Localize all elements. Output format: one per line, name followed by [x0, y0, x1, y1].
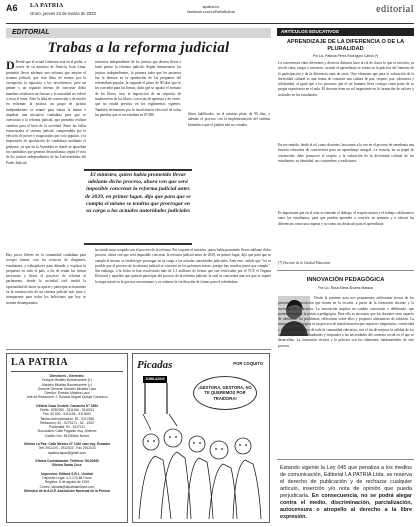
legal-notice-text: Estando vigente la Ley 045 que penaliza a los medios de comunicación, Editorial LA PATRIA Ltda. se reserva el derecho de publicación y de rechazar cualquier artículo, inserción y/o nota de opinión que pueda perjudicarla.: [280, 465, 412, 499]
header-date: Oruro, jueves 23 de marzo de 2023: [30, 11, 96, 16]
innovation-text: Desde la presente nota nos proponemos reflexionar acerca de los procesos de innovación que tienen en la escuela, a partir de la formación docente y la investigación educativa. La innovación implica un cambio consciente y deliberado, que pretende mejorar la práctica pedagógica. Para ello es necesario que los docentes sean capaces de identificar los problemas, reflexionar sobre ellos y proponer alternativas de solución. La innovación pedagógica es un proceso de transformación que requiere compromiso, creatividad y trabajo colaborativo de toda la comunidad educativa, con el fin de mejorar la calidad de los aprendizajes de los estudiantes y responder a las necesidades del contexto social en el que se desarrollan. La formación técnica y la práctica son los elementos fundamentales de este proceso.: [278, 296, 414, 348]
masthead-line: Depósito Legal: 4-3-170-88 Oruro: [42, 476, 92, 480]
editorial-column-1: [6, 60, 86, 250]
header-contact-line-2: facebook.com/LaPatriaBolivia: [187, 10, 235, 14]
article-author: Por Lic. Patricia Pérez Rodríguez Carlos (*): [312, 54, 379, 58]
masthead-logo: LA PATRIA: [11, 357, 69, 368]
editorial-column-1-text: Desde que el actual Gobierno está en el poder, a través de su ministro de Justicia, Iván Lima, prometió llevar adelante una reforma que mejore el sistema judicial, que está lleno de manos por la corrupción, la injusticia y los favoritismos, pero un primer y un segundo intento de concretar dicho mandato resultaron un fracaso y la autoridad no volvió a tocar el tema. Ante la falta de concreción y de interés en reformar: la justicia, un grupo de juristas independientes se reunió para tomar la batuta e impulsar una iniciativa ciudadana para que se convocara a la reforma judicial, que prometía realizar cambios para el bien de la sociedad. Entre las fallas estructurales el sistema judicial, comprendido por la elección de jueces y magistrados por voto popular, y la imposición de aprobación de candidatos mediante el gobierno, ya que en la Asamblea es donde se aprueban los candidatos que generan desconfianza, según el voto de los juristas independientes de las Universidades del Poder Judicial.: [6, 60, 86, 165]
editorial-column-2a: iniciativa independiente de los juristas que deseen llevar a buen puerto la reforma judicial. Según denunciaron los juristas independientes, la primera traba que les pusieron fue la demora en la aprobación de las preguntas del referéndum popular, la segunda el plazo de 90 días que se les concedió para las firmas, dado que se aprobó el formato de los libros; otra, la imposición de un requisito de notarización de los libros, con actas de apertura y de cierre, que no estaba previsto en los reglamentos vigentes. También reclamaron por la insuficiencia electoral de todas las partidas que se necesitaban en 87.000: [95, 60, 181, 117]
section-title: editorial: [376, 4, 414, 15]
masthead-line: Redacción: 52 - 5275171 - 52 - 1003: [40, 420, 94, 425]
pull-quote: El ministro, quien había prometido llevar adelante dicho proceso, ahora ven que será imposible concretar la reforma judicial antes de 2029, en primer lugar, dijo que para que se cumpla el mismo se tendría que prorrogar en su cargo a las actuales autoridades judiciales: [85, 172, 191, 215]
masthead-line: Correo: lapatria@lapatriaenlinea.com: [39, 484, 95, 489]
speech-text: ¡GESTORA, GESTORA, NO TE QUEREMOS POR TRAIDORA!: [198, 384, 252, 401]
editorial-tag: EDITORIAL: [6, 28, 271, 38]
masthead-line: Director: Ernesto Miralles Lazo: [44, 391, 90, 395]
editorial-column-3a: [195, 172, 271, 242]
header-rule: [6, 23, 414, 24]
masthead-line: Publicidad: 52 - 5117211: [49, 425, 85, 429]
masthead-box: [6, 353, 128, 523]
header-logo: LA PATRIA: [30, 3, 64, 9]
masthead-line: Oficina Casa Central: Camacho N° 1892: [36, 403, 98, 408]
masthead-rule: [11, 371, 123, 372]
innovation-author: Por Lic. Rosa Elena Álvarez Maraza: [318, 286, 373, 290]
masthead-line: Gerente General: Marcelo Miralles Lazo: [37, 386, 97, 391]
article-paragraph-2: En ese sentido, desde el rol como docentes, buscamos a la vez en el proceso de enseñanza una función educativa de convivencia para un aprendizaje integral. La escuela, en su papel de orientación, debe promover el respeto y la valoración de la diversidad cultural de los estudiantes, su identidad, sus costumbres y tradiciones.: [278, 143, 414, 163]
article-paragraph-3: Es importante que en el aula se fomente el diálogo, el respeto mutuo y el trabajo colaborativo entre los estudiantes, para que puedan aprender a convivir en armonía y a valorar las diferencias como una riqueza y no como un obstáculo para el aprendizaje.: [278, 211, 414, 226]
masthead-line: Fax: 52 500 - 5111166 - 5113000: [43, 412, 91, 417]
header-contact: [176, 5, 246, 15]
masthead-line: Oficina Cochabamba: Teléfono 76130490: [35, 459, 99, 463]
editorial-column-3: ha estado muy ocupado con el proceso de la reforma. Por su parte el ministro, quien había prometido llevar adelante dicho proceso, ahora ven que será imposible concretar la reforma judicial antes de 2029, en primer lugar, dijo que para que se cumpla el mismo se tendría que prorrogar en su cargo a las actuales autoridades judiciales. Ante esto, señaló que "no es posible que el proceso de la reforma judicial se concrete en los próximos meses, porque hay muchos pasos que cumplir". Sin embargo, a la fecha se han recolectado más de 1,3 millones de firmas que son verificadas por el TCP, el Órgano Electoral y aquellos que quieran participar del proceso de la reforma judicial, la cual se concretará una vez que se supere la etapa actual en la que nos encontramos y se culmine la verificación de firmas para el referéndum.: [95, 248, 271, 284]
educational-articles-tag: ARTÍCULOS EDUCATIVOS: [277, 28, 414, 36]
header-contact-line-1: lapatria.bo: [202, 5, 220, 9]
right-divider-1: [277, 270, 414, 271]
quote-rule-top: [84, 169, 192, 171]
page-header: [6, 2, 414, 24]
masthead-line: Impresión: Editora S.R.L. Unidad: [41, 471, 93, 476]
masthead-line: Registro: 8 de agosto de 1919: [44, 480, 90, 485]
quote-rule-bottom: [84, 243, 192, 245]
masthead-line: Teléfs.: 5250780 - 5111166 - 5118211: [39, 408, 95, 412]
page-number: A6: [6, 3, 18, 13]
cartoon-label: JUBILADOS: [143, 376, 167, 383]
masthead-line: Oficina La Paz: Calle México N° 1420 casi esq. Ecuador: [23, 442, 111, 446]
editorial-column-2b: libros habilitados, en el mínimo plazo de 90 días, y además el proceso con la implementación del sistema biométrico que el padrón aún no contaba.: [188, 112, 270, 127]
article-paragraph-1: La convivencia entre diferentes y diversos distintos hace al rol de clases lo que se necesita, ya sea de clase, rasgos o intereses, cuando el aprendizaje se centra en la práctica del fomento de la participación y de la diferencia unas de otras. Otro elemento que para la valoración de la diversidad cultural es una forma de construir una cultura de paz, respeto, paz, tolerancia y solidaridad, al igual que a los procesos que el ser humano lleva consigo como parte de su propia experiencia en el aula. El docente tiene un rol importante en la formación de valores y actitudes en los estudiantes.: [278, 61, 414, 97]
masthead-line: Telefax Administración: 52 - 5117388: [40, 416, 94, 421]
masthead-line: lapatria.lapaz@gmail.com: [48, 450, 86, 455]
masthead-line: Sucursales: Calle Pagador esq. Jiménez: [37, 429, 97, 434]
masthead-line: Directores - Gerentes:: [49, 374, 85, 378]
masthead-line: Enrique Miralles Bonnecarrère (†): [42, 378, 92, 383]
masthead-info: [11, 374, 123, 493]
right-divider-2: [277, 459, 414, 460]
drop-cap: D: [6, 60, 15, 72]
article-footnote: (*) Docente de la Unidad Educativa: [278, 261, 331, 265]
legal-notice-bold: En consecuencia, no se podrá alegar contra el medio, discriminación, parcialización, autocensura o atropello al derecho a la libre expresión.: [280, 493, 413, 520]
masthead-line: Casilla: Nro. 48 Edificio Nuevo: [44, 433, 90, 438]
legal-notice: [280, 465, 412, 521]
innovation-title: INNOVACIÓN PEDAGÓGICA: [306, 277, 385, 283]
masthead-line: Miembro de la A.N.P. Asociación Nacional de la Prensa: [24, 488, 110, 493]
masthead-line: Oficina Santa Cruz:: [51, 463, 83, 468]
article-title: APRENDIZAJE DE LA DIFERENCIA O DE LA PLURALIDAD: [286, 39, 405, 52]
cartoon-box: [132, 353, 270, 523]
cartoon-byline: POR COQUITO: [233, 361, 263, 366]
editorial-column-1b: Hay pocos líderes en la comunidad ciudadana para recoger firmas, con los recursos de dirigentes, estudiantes, y trabajadores para difundir y explicar la propuesta en todo el país, a fin de reunir las firmas necesarias y llevar el proyecto de reforma al parlamento, donde la sociedad civil tendrá la oportunidad de hacer su aporte y participar activamente en la construcción de un sistema judicial más justo y transparente para todos los bolivianos que hoy se sienten desamparados.: [6, 253, 86, 305]
masthead-line: Jefe de Redacción: J. Rosario Miguel Quispe Condarco: [26, 395, 108, 400]
article-divider: [6, 349, 271, 350]
editorial-title: Trabas a la reforma judicial: [47, 40, 230, 56]
cartoon-logo: Picadas: [137, 359, 173, 371]
cartoon-drawing-icon: [133, 354, 269, 522]
masthead-line: Marcelo Miralles Bonnecarrère (†): [42, 382, 92, 387]
masthead-line: Telf. 2911100 - 2912023 - Fax 2912023: [38, 446, 96, 451]
